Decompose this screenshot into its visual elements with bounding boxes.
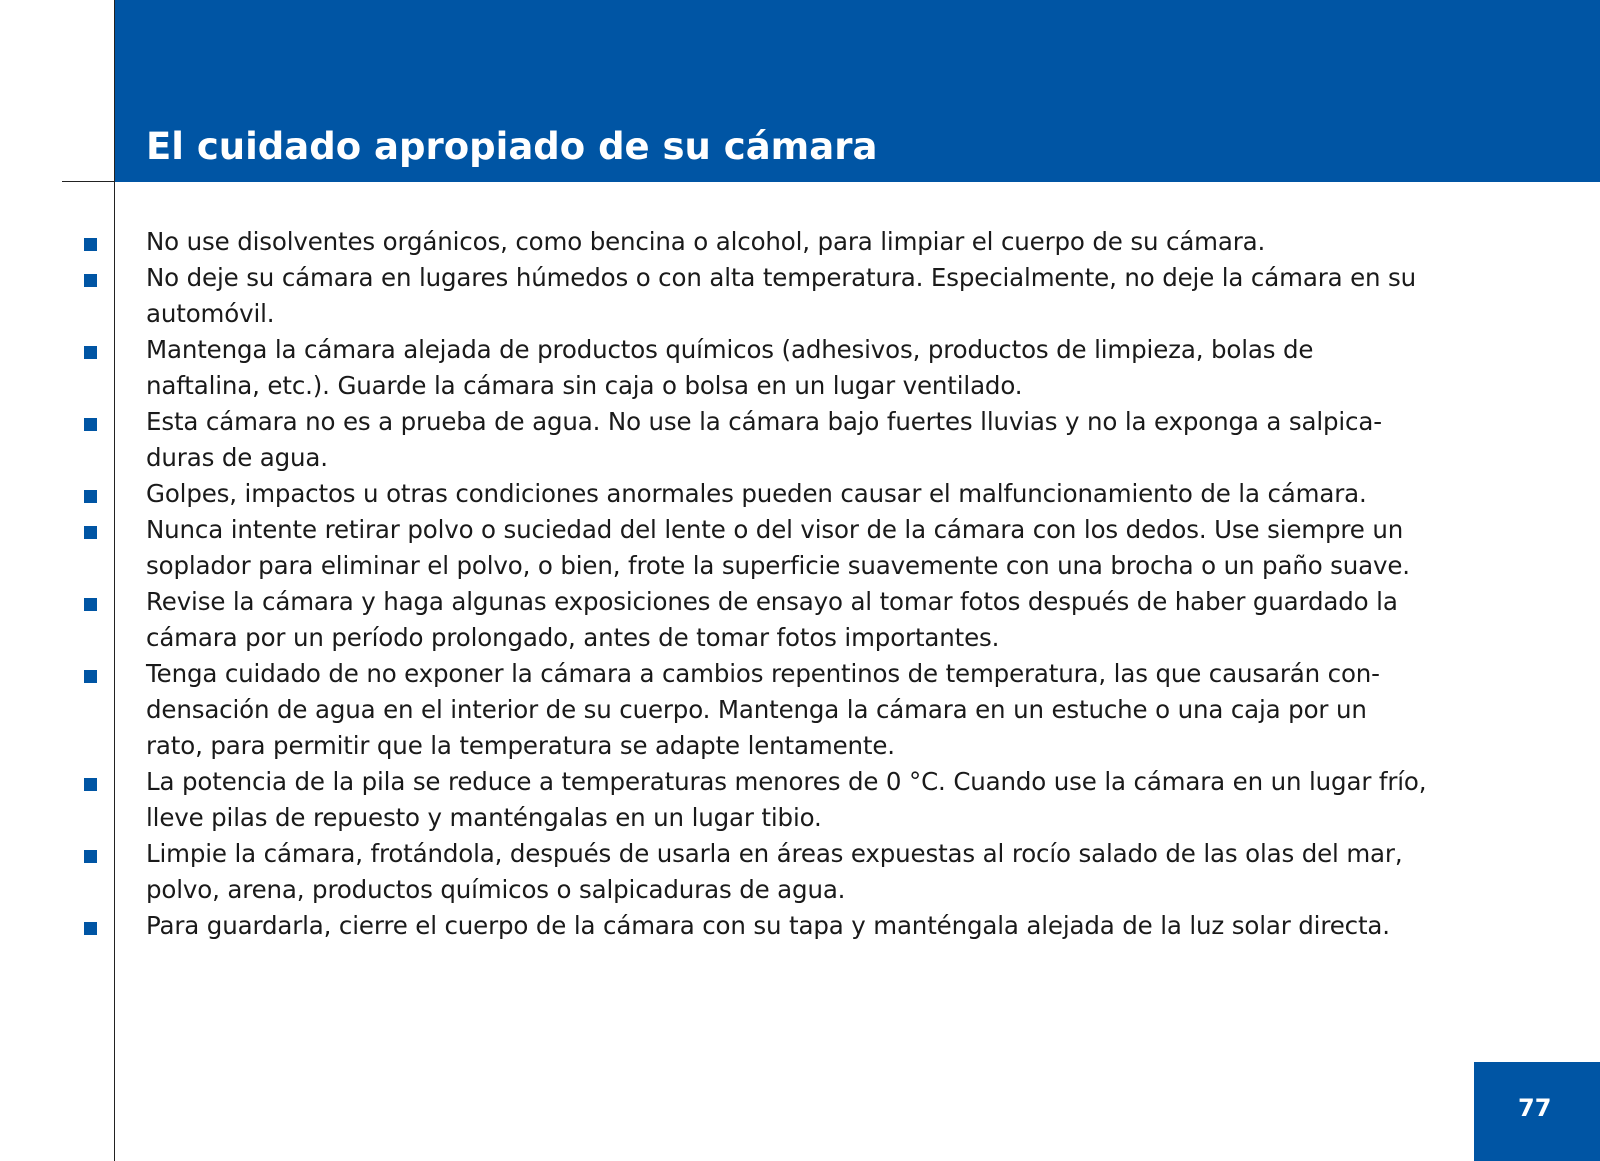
list-item [0, 404, 1446, 476]
list-item [0, 260, 1446, 332]
list-item [0, 764, 1446, 836]
list-item-text: Revise la cámara y haga algunas exposiciones de ensayo al tomar fotos después de haber guardado la [146, 587, 1398, 616]
list-item-text: polvo, arena, productos químicos o salpicaduras de agua. [146, 875, 846, 904]
square-bullet-icon [84, 850, 97, 863]
square-bullet-icon [84, 238, 97, 251]
list-item-text: Esta cámara no es a prueba de agua. No use la cámara bajo fuertes lluvias y no la exponga a salpica- [146, 407, 1382, 436]
list-item-text: No use disolventes orgánicos, como bencina o alcohol, para limpiar el cuerpo de su cámara. [146, 227, 1266, 256]
list-item-text: soplador para eliminar el polvo, o bien, frote la superficie suavemente con una brocha o un paño suave. [146, 551, 1410, 580]
list-item-text: duras de agua. [146, 443, 328, 472]
list-item [0, 908, 1446, 944]
page-number-box [1474, 1062, 1600, 1161]
square-bullet-icon [84, 598, 97, 611]
page-title: El cuidado apropiado de su cámara [146, 125, 878, 168]
list-item [0, 476, 1446, 512]
square-bullet-icon [84, 922, 97, 935]
horizontal-divider [62, 181, 115, 182]
list-item [0, 656, 1446, 764]
list-item-text: Golpes, impactos u otras condiciones anormales pueden causar el malfuncionamiento de la cámara. [146, 479, 1367, 508]
square-bullet-icon [84, 526, 97, 539]
list-item [0, 224, 1446, 260]
list-item-text: La potencia de la pila se reduce a temperaturas menores de 0 °C. Cuando use la cámara en un lugar frío, [146, 767, 1427, 796]
square-bullet-icon [84, 778, 97, 791]
list-item-text: Tenga cuidado de no exponer la cámara a cambios repentinos de temperatura, las que causarán con- [146, 659, 1380, 688]
list-item-text: naftalina, etc.). Guarde la cámara sin caja o bolsa en un lugar ventilado. [146, 371, 1023, 400]
list-item [0, 332, 1446, 404]
list-item-text: No deje su cámara en lugares húmedos o con alta temperatura. Especialmente, no deje la cámara en su [146, 263, 1417, 292]
square-bullet-icon [84, 490, 97, 503]
list-item [0, 836, 1446, 908]
list-item-text: cámara por un período prolongado, antes de tomar fotos importantes. [146, 623, 1000, 652]
list-item [0, 512, 1446, 584]
list-item [0, 584, 1446, 656]
list-item-text: Para guardarla, cierre el cuerpo de la cámara con su tapa y manténgala alejada de la luz solar directa. [146, 911, 1390, 940]
list-item-text: Nunca intente retirar polvo o suciedad del lente o del visor de la cámara con los dedos. Use siempre un [146, 515, 1404, 544]
square-bullet-icon [84, 274, 97, 287]
list-item-text: lleve pilas de repuesto y manténgalas en un lugar tibio. [146, 803, 822, 832]
square-bullet-icon [84, 418, 97, 431]
care-instructions-list [0, 224, 1600, 944]
list-item-text: rato, para permitir que la temperatura se adapte lentamente. [146, 731, 895, 760]
list-item-text: densación de agua en el interior de su cuerpo. Mantenga la cámara en un estuche o una caja por un [146, 695, 1367, 724]
page-number: 77 [1518, 1094, 1552, 1122]
list-item-text: Mantenga la cámara alejada de productos químicos (adhesivos, productos de limpieza, bolas de [146, 335, 1314, 364]
list-item-text: automóvil. [146, 299, 275, 328]
list-item-text: Limpie la cámara, frotándola, después de usarla en áreas expuestas al rocío salado de las olas del mar, [146, 839, 1403, 868]
square-bullet-icon [84, 670, 97, 683]
square-bullet-icon [84, 346, 97, 359]
